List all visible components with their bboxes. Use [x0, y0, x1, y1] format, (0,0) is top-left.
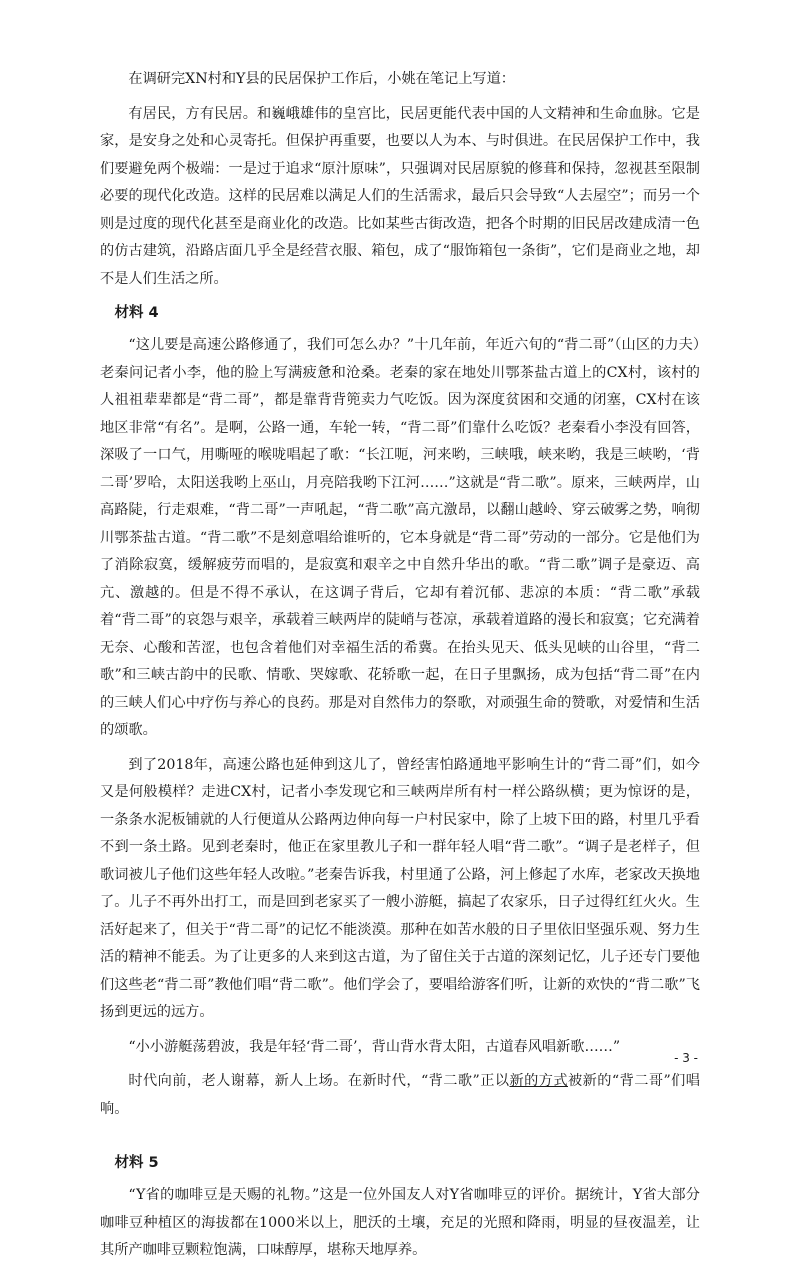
underlined-phrase: 新的方式: [509, 1073, 568, 1089]
material-4-paragraph-4: [100, 1068, 700, 1123]
section-spacer: [100, 1130, 700, 1148]
paragraph-4-text-before: 时代向前，老人谢幕，新人上场。在新时代，“背二歌”正以: [128, 1073, 510, 1089]
material-4-paragraph-1: “这儿要是高速公路修通了，我们可怎么办？”十几年前，年近六旬的“背二哥”（山区的力夫）老秦问记者小李，他的脸上写满疲惫和沧桑。老秦的家在地处川鄂茶盐古道上的CX村，该村的人祖祖辈辈都是“背二哥”，都是靠背背篼卖力气吃饭。因为深度贫困和交通的闭塞，CX村在该地区非常“有名”。是啊，公路一通，车轮一转，“背二哥”们靠什么吃饭？老秦看小李没有回答，深吸了一口气，用嘶哑的喉咙唱起了歌：“长江呃，河来哟，三峡哦，峡来哟，我是三峡哟，‘背二哥’罗哈，太阳送我哟上巫山，月亮陪我哟下江河……”这就是“背二歌”。原来，三峡两岸，山高路陡，行走艰难，“背二哥”一声吼起，“背二歌”高亢激昂，以翻山越岭、穿云破雾之势，响彻川鄂茶盐古道。“背二歌”不是刻意唱给谁听的，它本身就是“背二哥”劳动的一部分。它是他们为了消除寂寞，缓解疲劳而唱的，是寂寞和艰辛之中自然升华出的歌。“背二歌”调子是豪迈、高亢、激越的。但是不得不承认，在这调子背后，它却有着沉郁、悲凉的本质：“背二歌”承载着“背二哥”的哀怨与艰辛，承载着三峡两岸的陡峭与苍凉，承载着道路的漫长和寂寞；它充满着无奈、心酸和苦涩，也包含着他们对幸福生活的希冀。在抬头见天、低头见峡的山谷里，“背二歌”和三峡古韵中的民歌、情歌、哭嫁歌、花轿歌一起，在日子里飘扬，成为包括“背二哥”在内的三峡人们心中疗伤与养心的良药。那是对自然伟力的祭歌，对顽强生命的赞歌，对爱情和生活的颂歌。: [100, 337, 700, 738]
material-5-paragraph-1: “Y省的咖啡豆是天赐的礼物。”这是一位外国友人对Y省咖啡豆的评价。据统计，Y省大部分咖啡豆种植区的海拔都在1000米以上，肥沃的土壤，充足的光照和降雨，明显的昼夜温差，让其所产咖啡豆颗粒饱满，口味醇厚，堪称天地厚养。: [100, 1187, 700, 1258]
paragraph-4-text-after: 被新的“背二哥”们唱响。: [100, 1073, 700, 1117]
document-body: [100, 66, 700, 1272]
material-5-heading: 材料 5: [114, 1155, 159, 1171]
page-number: - 3 -: [674, 1051, 698, 1065]
material-4-heading: 材料 4: [114, 305, 159, 321]
intro-paragraph: 在调研完XN村和Y县的民居保护工作后，小姚在笔记上写道：: [128, 71, 515, 87]
note-paragraph: 有居民，方有民居。和巍峨雄伟的皇宫比，民居更能代表中国的人文精神和生命血脉。它是家，是安身之处和心灵寄托。但保护再重要，也要以人为本、与时俱进。在民居保护工作中，我们要避免两个极端：一是过于追求“原汁原味”，只强调对民居原貌的修葺和保持，忽视甚至限制必要的现代化改造。这样的民居难以满足人们的生活需求，最后只会导致“人去屋空”；而另一个则是过度的现代化甚至是商业化的改造。比如某些古街改造，把各个时期的旧民居改建成清一色的仿古建筑，沿路店面几乎全是经营衣服、箱包，成了“服饰箱包一条街”，它们是商业之地，却不是人们生活之所。: [100, 105, 700, 287]
material-4-paragraph-2: 到了2018年，高速公路也延伸到这儿了，曾经害怕路通地平影响生计的“背二哥”们，如今又是何般模样？走进CX村，记者小李发现它和三峡两岸所有村一样公路纵横；更为惊讶的是，一条条水泥板铺就的人行便道从公路两边伸向每一户村民家中，除了上坡下田的路，村里几乎看不到一条土路。见到老秦时，他正在家里教儿子和一群年轻人唱“背二歌”。“调子是老样子，但歌词被儿子他们这些年轻人改啦。”老秦告诉我，村里通了公路，河上修起了水库，老家改天换地了。儿子不再外出打工，而是回到老家买了一艘小游艇，搞起了农家乐，日子过得红红火火。生活好起来了，但关于“背二哥”的记忆不能淡漠。那种在如苦水般的日子里依旧坚强乐观、努力生活的精神不能丢。为了让更多的人来到这古道，为了留住关于古道的深刻记忆，儿子还专门要他们这些老“背二哥”教他们唱“背二歌”。他们学会了，要唱给游客们听，让新的欢快的“背二歌”飞扬到更远的远方。: [100, 756, 700, 1020]
material-4-song-lyric: “小小游艇荡碧波，我是年轻‘背二哥’，背山背水背太阳，古道春风唱新歌……”: [128, 1038, 621, 1055]
